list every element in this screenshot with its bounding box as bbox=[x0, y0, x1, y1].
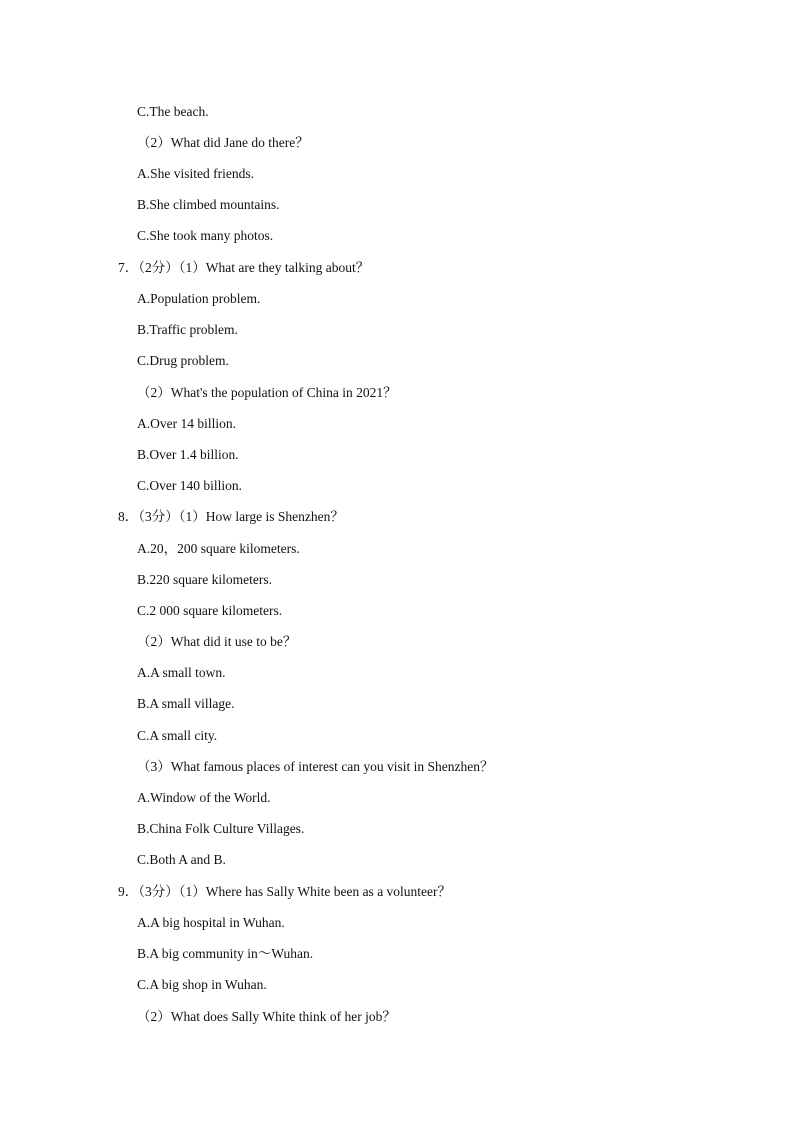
question-9-1: 9．（3分）（1）Where has Sally White been as a volunteer？ bbox=[118, 884, 452, 899]
question-6-2: （2）What did Jane do there？ bbox=[137, 135, 309, 150]
option-b: B.220 square kilometers. bbox=[137, 572, 272, 587]
option-b: B.She climbed mountains. bbox=[137, 197, 280, 212]
option-a: A.She visited friends. bbox=[137, 166, 254, 181]
option-a: A.A small town. bbox=[137, 665, 226, 680]
option-b: B.A small village. bbox=[137, 696, 235, 711]
question-7-1: 7．（2分）（1）What are they talking about？ bbox=[118, 260, 370, 275]
option-a: A.Window of the World. bbox=[137, 790, 271, 805]
option-c: C.She took many photos. bbox=[137, 228, 274, 243]
option-a: A.Population problem. bbox=[137, 291, 261, 306]
option-b: B.China Folk Culture Villages. bbox=[137, 821, 305, 836]
option-c-beach: C.The beach. bbox=[137, 104, 209, 119]
option-b: B.Traffic problem. bbox=[137, 322, 238, 337]
option-b: B.Over 1.4 billion. bbox=[137, 447, 239, 462]
option-a: A.A big hospital in Wuhan. bbox=[137, 915, 285, 930]
option-c: C.Over 140 billion. bbox=[137, 478, 242, 493]
question-8-2: （2）What did it use to be？ bbox=[137, 634, 297, 649]
option-c: C.2 000 square kilometers. bbox=[137, 603, 283, 618]
option-c: C.Both A and B. bbox=[137, 852, 226, 867]
question-7-2: （2）What's the population of China in 2021？ bbox=[137, 385, 397, 400]
option-c: C.A big shop in Wuhan. bbox=[137, 977, 267, 992]
option-c: C.A small city. bbox=[137, 728, 218, 743]
question-9-2: （2）What does Sally White think of her job？ bbox=[137, 1009, 396, 1024]
option-a: A.Over 14 billion. bbox=[137, 416, 236, 431]
question-8-1: 8．（3分）（1）How large is Shenzhen？ bbox=[118, 509, 344, 524]
question-8-3: （3）What famous places of interest can you visit in Shenzhen？ bbox=[137, 759, 494, 774]
option-a: A.20，200 square kilometers. bbox=[137, 541, 300, 556]
option-b: B.A big community in～Wuhan. bbox=[137, 946, 314, 961]
option-c: C.Drug problem. bbox=[137, 353, 229, 368]
